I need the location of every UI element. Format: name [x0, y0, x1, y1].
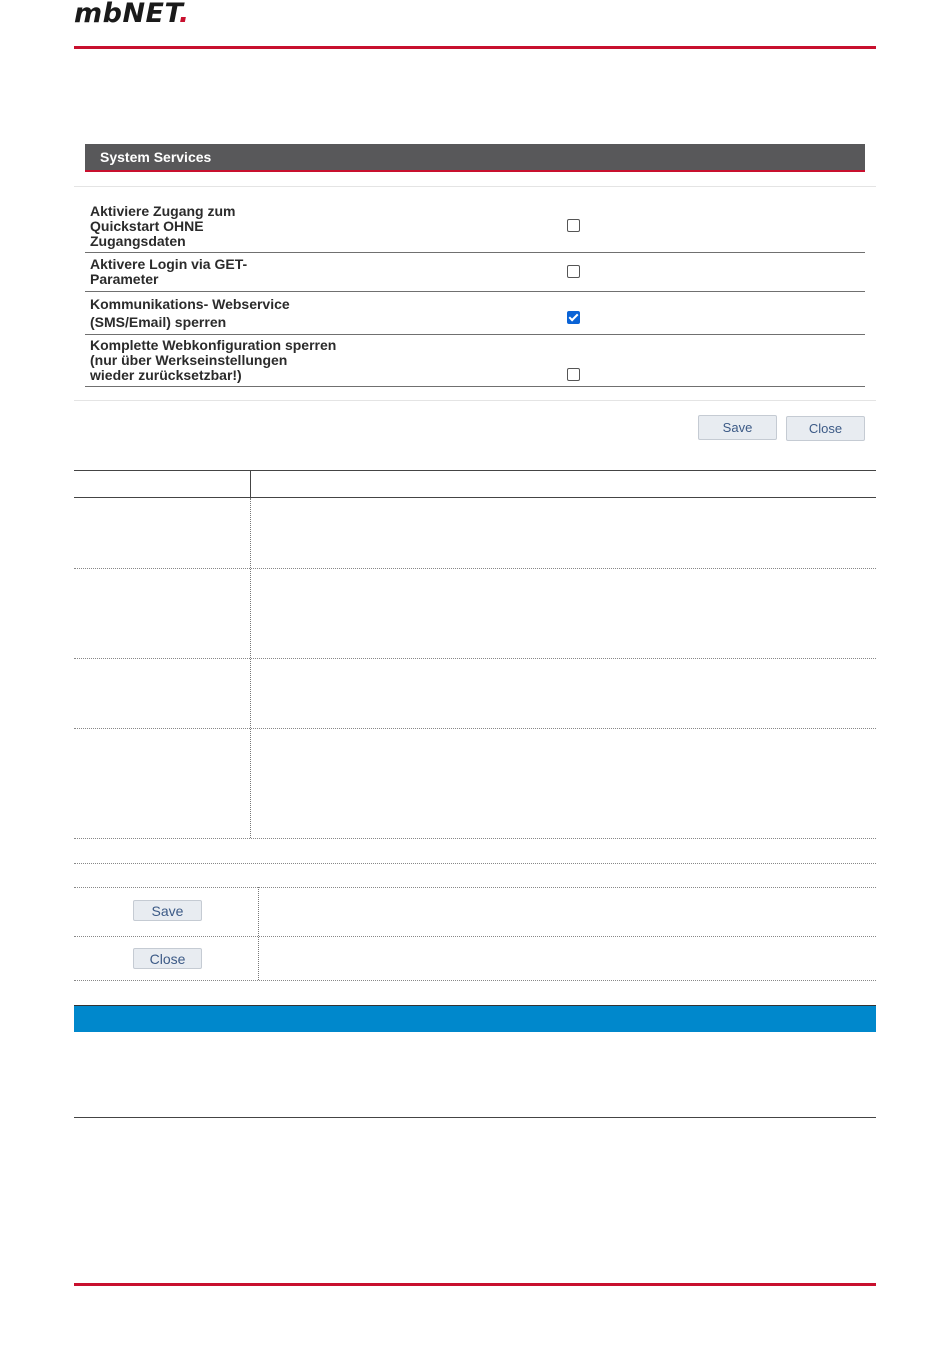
- desc-table-top-border: [74, 470, 876, 471]
- option-label-quickstart: Aktiviere Zugang zum Quickstart OHNE Zugangsdaten: [90, 203, 236, 249]
- panel-top-rule: [74, 186, 876, 187]
- button-table-top-border: [74, 887, 876, 888]
- info-box-header: [74, 1005, 876, 1032]
- quickstart-checkbox[interactable]: [567, 219, 580, 232]
- mbnet-logo: mbNET.: [74, 0, 190, 29]
- desc-table-header-divider: [250, 470, 251, 498]
- desc-table-column-divider: [250, 498, 251, 838]
- panel-title: System Services: [100, 149, 212, 165]
- webservice-lock-checkbox[interactable]: [567, 311, 580, 324]
- header-divider: [74, 46, 876, 49]
- close-button-example[interactable]: Close: [133, 948, 202, 969]
- button-table-column-divider: [258, 887, 259, 980]
- save-button[interactable]: Save: [698, 415, 777, 440]
- option-label-webservice: Kommunikations- Webservice (SMS/Email) sperren: [90, 296, 290, 330]
- desc-table-row-divider: [74, 568, 876, 569]
- option-row-webservice: [85, 292, 865, 335]
- button-table-bottom-border: [74, 980, 876, 981]
- option-row-webconfig: [85, 335, 865, 387]
- save-button-example[interactable]: Save: [133, 900, 202, 921]
- option-row-get-login: [85, 253, 865, 292]
- get-login-checkbox[interactable]: [567, 265, 580, 278]
- webconfig-lock-checkbox[interactable]: [567, 368, 580, 381]
- close-button[interactable]: Close: [786, 416, 865, 441]
- option-row-quickstart: [85, 202, 865, 253]
- desc-table-row-divider: [74, 838, 876, 839]
- button-table-row-divider: [74, 936, 876, 937]
- option-label-get-login: Aktivere Login via GET- Parameter: [90, 256, 248, 287]
- desc-table-row-divider: [74, 728, 876, 729]
- system-services-header: [85, 144, 865, 172]
- panel-bottom-rule: [74, 400, 876, 401]
- separator-line: [74, 863, 876, 864]
- desc-table-row-divider: [74, 658, 876, 659]
- desc-table-header-border: [74, 497, 876, 498]
- info-box-bottom-border: [74, 1117, 876, 1118]
- option-label-webconfig: Komplette Webkonfiguration sperren (nur über Werkseinstellungen wieder zurücksetzbar!): [90, 337, 337, 383]
- footer-divider: [74, 1283, 876, 1286]
